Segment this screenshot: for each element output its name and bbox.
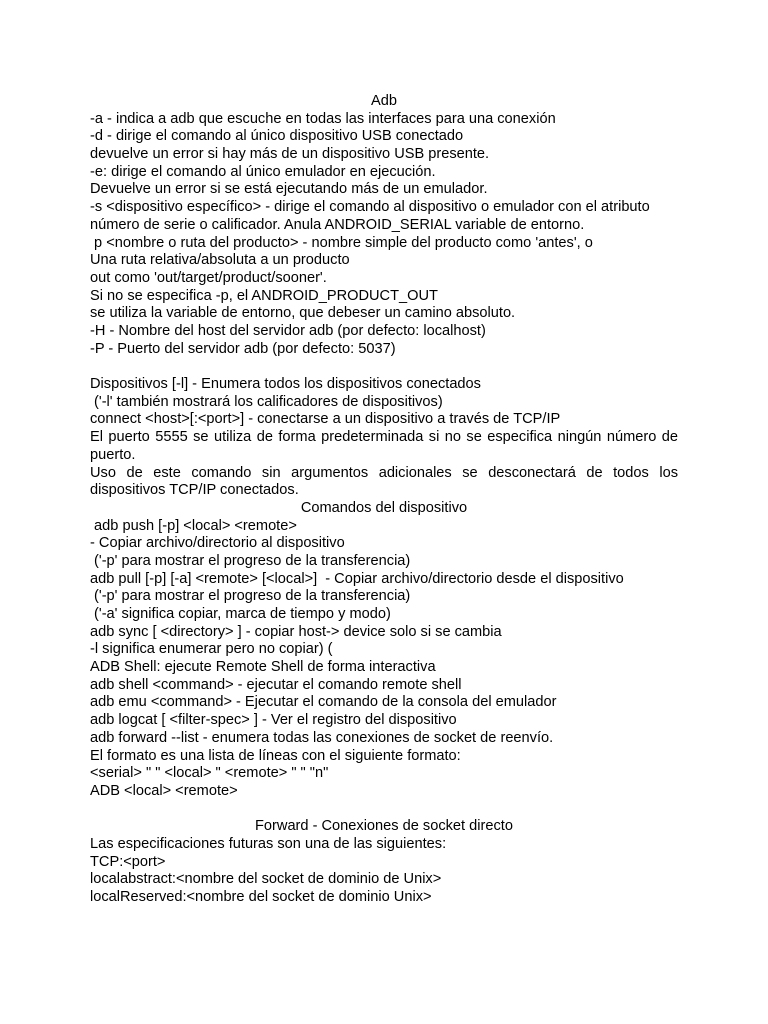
text-line: ('-a' significa copiar, marca de tiempo y modo): [90, 606, 391, 623]
text-line: El formato es una lista de líneas con el siguiente formato:: [90, 747, 461, 764]
text-line: devuelve un error si hay más de un dispositivo USB presente.: [90, 146, 490, 163]
section-heading: Forward - Conexiones de socket directo: [255, 818, 513, 835]
blank-line: [90, 358, 678, 376]
text-line: -s <dispositivo específico> - dirige el comando al dispositivo o emulador con el atributo número de serie o calificador. Anula ANDROID_SERIAL variable de entorno.: [90, 199, 650, 233]
text-line: localabstract:<nombre del socket de dominio de Unix>: [90, 871, 442, 888]
text-line: TCP:<port>: [90, 853, 166, 870]
document-title: Adb: [371, 93, 397, 109]
text-line: adb sync [ <directory> ] - copiar host-> device solo si se cambia: [90, 623, 502, 640]
blank-line: [90, 801, 678, 819]
text-line: ('-p' para mostrar el progreso de la transferencia): [90, 588, 411, 605]
text-line: adb emu <command> - Ejecutar el comando de la consola del emulador: [90, 694, 557, 711]
text-line: <serial> " " <local> " <remote> " " "n": [90, 765, 329, 782]
text-line: Si no se especifica -p, el ANDROID_PRODUCT_OUT: [90, 287, 438, 304]
text-line: -a - indica a adb que escuche en todas las interfaces para una conexión: [90, 110, 556, 127]
document-page: [90, 93, 678, 907]
text-line: ('-p' para mostrar el progreso de la transferencia): [90, 552, 411, 569]
text-line: ADB <local> <remote>: [90, 782, 238, 799]
text-line: Dispositivos [-l] - Enumera todos los dispositivos conectados: [90, 376, 481, 393]
text-line: Devuelve un error si se está ejecutando más de un emulador.: [90, 181, 488, 198]
paragraph: Uso de este comando sin argumentos adicionales se desconectará de todos los dispositivos TCP/IP conectados.: [90, 464, 678, 499]
text-line: -d - dirige el comando al único dispositivo USB conectado: [90, 128, 464, 145]
paragraph: El puerto 5555 se utiliza de forma predeterminada si no se especifica ningún número de puerto.: [90, 429, 678, 463]
text-line: adb forward --list - enumera todas las conexiones de socket de reenvío.: [90, 729, 554, 746]
text-line: ADB Shell: ejecute Remote Shell de forma interactiva: [90, 659, 436, 676]
text-line: -P - Puerto del servidor adb (por defecto: 5037): [90, 340, 396, 357]
text-line: adb logcat [ <filter-spec> ] - Ver el registro del dispositivo: [90, 712, 457, 729]
text-line: Una ruta relativa/absoluta a un producto: [90, 252, 350, 269]
text-line: connect <host>[:<port>] - conectarse a un dispositivo a través de TCP/IP: [90, 411, 561, 428]
text-line: out como 'out/target/product/sooner'.: [90, 269, 327, 286]
text-line: ('-l' también mostrará los calificadores de dispositivos): [90, 393, 443, 410]
text-line: adb push [-p] <local> <remote>: [90, 517, 297, 534]
text-line: -l significa enumerar pero no copiar) (: [90, 641, 333, 658]
text-line: p <nombre o ruta del producto> - nombre simple del producto como 'antes', o: [90, 234, 593, 251]
text-line: - Copiar archivo/directorio al dispositivo: [90, 535, 345, 552]
text-line: adb pull [-p] [-a] <remote> [<local>] - Copiar archivo/directorio desde el dispositivo: [90, 570, 624, 587]
text-line: -H - Nombre del host del servidor adb (por defecto: localhost): [90, 322, 486, 339]
text-line: adb shell <command> - ejecutar el comando remote shell: [90, 676, 462, 693]
text-line: Las especificaciones futuras son una de las siguientes:: [90, 835, 447, 852]
text-line: -e: dirige el comando al único emulador en ejecución.: [90, 163, 436, 180]
section-heading: Comandos del dispositivo: [300, 499, 468, 516]
text-line: se utiliza la variable de entorno, que debeser un camino absoluto.: [90, 305, 516, 322]
text-line: localReserved:<nombre del socket de dominio Unix>: [90, 889, 432, 906]
